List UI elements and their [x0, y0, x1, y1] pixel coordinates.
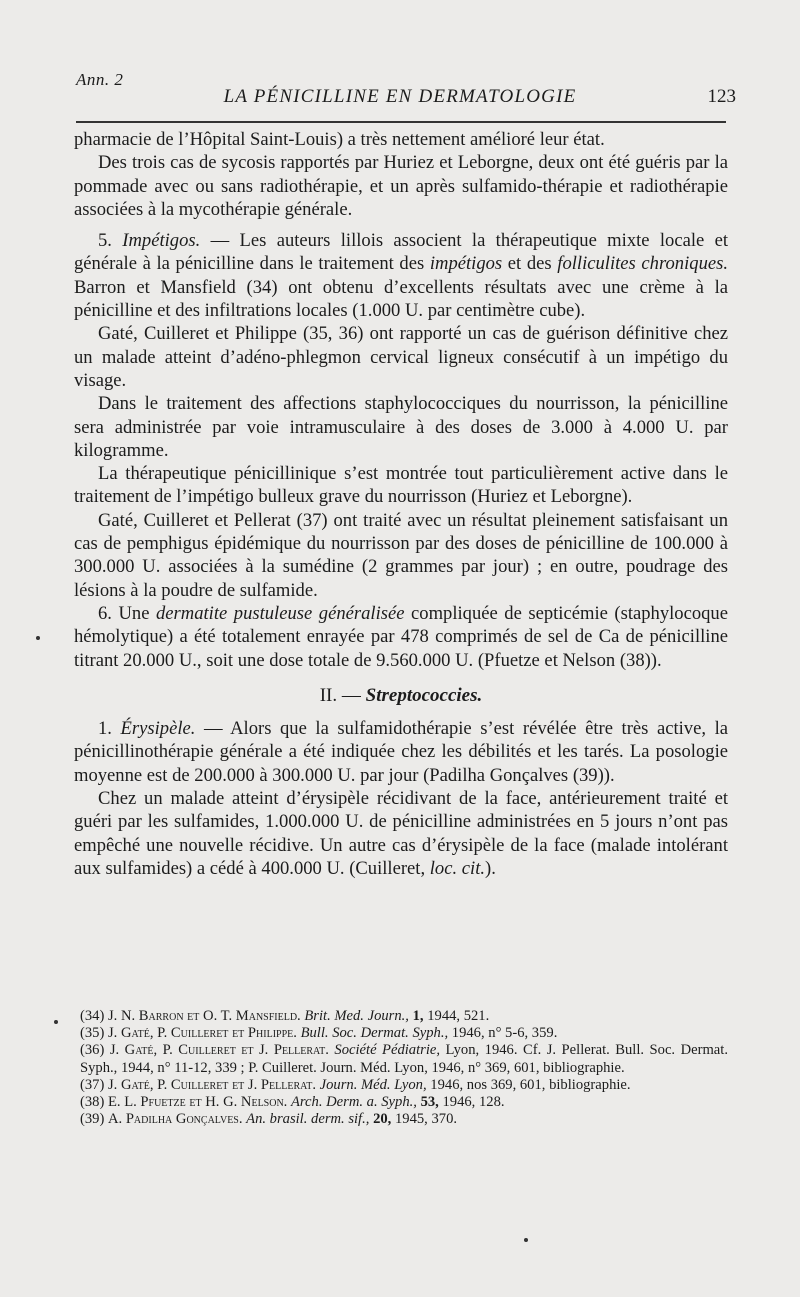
paragraph-text: pharmacie de l’Hôpital Saint-Louis) a très nettement amélioré leur état. — [74, 129, 605, 150]
paragraph — [74, 392, 728, 462]
footnotes — [80, 1008, 728, 1128]
paragraph — [74, 509, 728, 602]
footnote: (38) E. L. Pfuetze et H. G. Nelson. Arch. Derm. a. Syph., 53, 1946, 128. — [80, 1094, 505, 1111]
paragraph-impetigos — [74, 229, 728, 322]
paragraph-text: compliquée de septicémie (staphylocoque hémolytique) a été totalement enrayée par 478 comprimés de sel de Ca de pénicilline titrant 20.000 U., soit une dose totale de 9.560.000 U. (Pfuetze et Nelson (38)). — [74, 602, 728, 671]
paragraph-text: 6. Une — [98, 602, 156, 624]
running-head-volume: Ann. 2 — [76, 70, 124, 89]
paragraph-text: Dans le traitement des affections staphylococciques du nourrisson, la pénicilline sera administrée par voie intramusculaire à des doses de 3.000 à 4.000 U. par kilogramme. — [74, 393, 728, 461]
paragraph-text: ). — [485, 857, 496, 879]
paragraph — [74, 787, 728, 880]
paragraph-text: La thérapeutique pénicillinique s’est montrée tout particulièrement active dans le traitement de l’impétigo bulleux grave du nourrisson (Huriez et Leborgne). — [74, 463, 728, 508]
header-rule — [76, 121, 726, 123]
section-title: Streptococcies. — [365, 684, 483, 706]
paragraph — [74, 462, 728, 509]
italic-term: folliculites chroniques. — [557, 253, 728, 275]
italic-term: impétigos — [429, 253, 503, 275]
page-number: 123 — [707, 86, 736, 107]
footnote: (39) A. Padilha Gonçalves. An. brasil. derm. sif., 20, 1945, 370. — [80, 1111, 458, 1128]
margin-dot — [36, 636, 40, 640]
paragraph-text: Gaté, Cuilleret et Philippe (35, 36) ont rapporté un cas de guérison définitive chez un malade atteint d’adéno-phlegmon cervical ligneux consécutif à un impétigo du visage. — [74, 323, 728, 391]
paragraph-text: Barron et Mansfield (34) ont obtenu d’excellents résultats avec une crème à la pénicilline et des infiltrations locales (1.000 U. par centimètre cube). — [74, 276, 728, 322]
section-heading — [74, 684, 728, 707]
paragraph-dermatite — [74, 602, 728, 672]
paragraph-text: et des — [502, 253, 558, 275]
paragraph-text: Des trois cas de sycosis rapportés par Huriez et Leborgne, deux ont été guéris par la pommade avec ou sans radiothérapie, et un après sulfamido-thérapie et radiothérapie associées à la mycothérapie générale. — [74, 152, 728, 220]
section-number: II. — — [319, 684, 366, 706]
italic-term: loc. cit. — [429, 857, 486, 879]
paragraph — [74, 128, 728, 151]
item-title: Impétigos. — [122, 230, 201, 252]
footnote: (36) J. Gaté, P. Cuilleret et J. Pellerat. Société Pédiatrie, Lyon, 1946. Cf. J. Pellerat. Bull. Soc. Dermat. Syph., 1944, n° 11-12, 339 ; P. Cuilleret. Journ. Méd. Lyon, 1946, n° 369, 601, bibliographie. — [80, 1042, 728, 1076]
running-head-title: LA PÉNICILLINE EN DERMATOLOGIE — [223, 86, 577, 107]
italic-term: dermatite pustuleuse généralisée — [155, 602, 405, 624]
margin-dot — [524, 1238, 528, 1242]
footnote: (35) J. Gaté, P. Cuilleret et Philippe. Bull. Soc. Dermat. Syph., 1946, n° 5-6, 359. — [80, 1025, 558, 1042]
paragraph-erysipele — [74, 717, 728, 787]
paragraph-text: — Les auteurs lillois associent la thérapeutique mixte locale et générale à la pénicilline dans le traitement des — [74, 230, 729, 275]
body-text — [74, 128, 728, 880]
item-number: 1. — [98, 718, 121, 740]
margin-dot — [54, 1020, 58, 1024]
paragraph — [74, 151, 728, 221]
paragraph-text: Gaté, Cuilleret et Pellerat (37) ont traité avec un résultat pleinement satisfaisant un cas de pemphigus épidémique du nourrisson par des doses de pénicilline de 100.000 à 300.000 U. associées à la sumédine (2 grammes par jour) ; en outre, poudrage des lésions à la poudre de sulfamide. — [74, 509, 728, 601]
paragraph-text: — Alors que la sulfamidothérapie s’est révélée être très active, la pénicillinothérapie générale a été indiquée chez les débilités et les tarés. La posologie moyenne est de 200.000 à 300.000 U. par jour (Padilha Gonçalves (39)). — [74, 718, 728, 786]
paragraph-text: Chez un malade atteint d’érysipèle récidivant de la face, antérieurement traité et guéri par les sulfamides, 1.000.000 U. de pénicilline administrées en 5 jours n’ont pas empêché une nouvelle récidive. Un autre cas d’érysipèle de la face (malade intolérant aux sulfamides) a cédé à 400.000 U. (Cuilleret, — [74, 788, 728, 879]
item-title: Érysipèle. — [120, 718, 196, 740]
item-number: 5. — [98, 230, 123, 252]
footnote: (37) J. Gaté, P. Cuilleret et J. Pellerat. Journ. Méd. Lyon, 1946, nos 369, 601, bibliographie. — [80, 1076, 631, 1093]
footnote: (34) J. N. Barron et O. T. Mansfield. Brit. Med. Journ., 1, 1944, 521. — [80, 1008, 490, 1024]
paragraph — [74, 322, 728, 392]
